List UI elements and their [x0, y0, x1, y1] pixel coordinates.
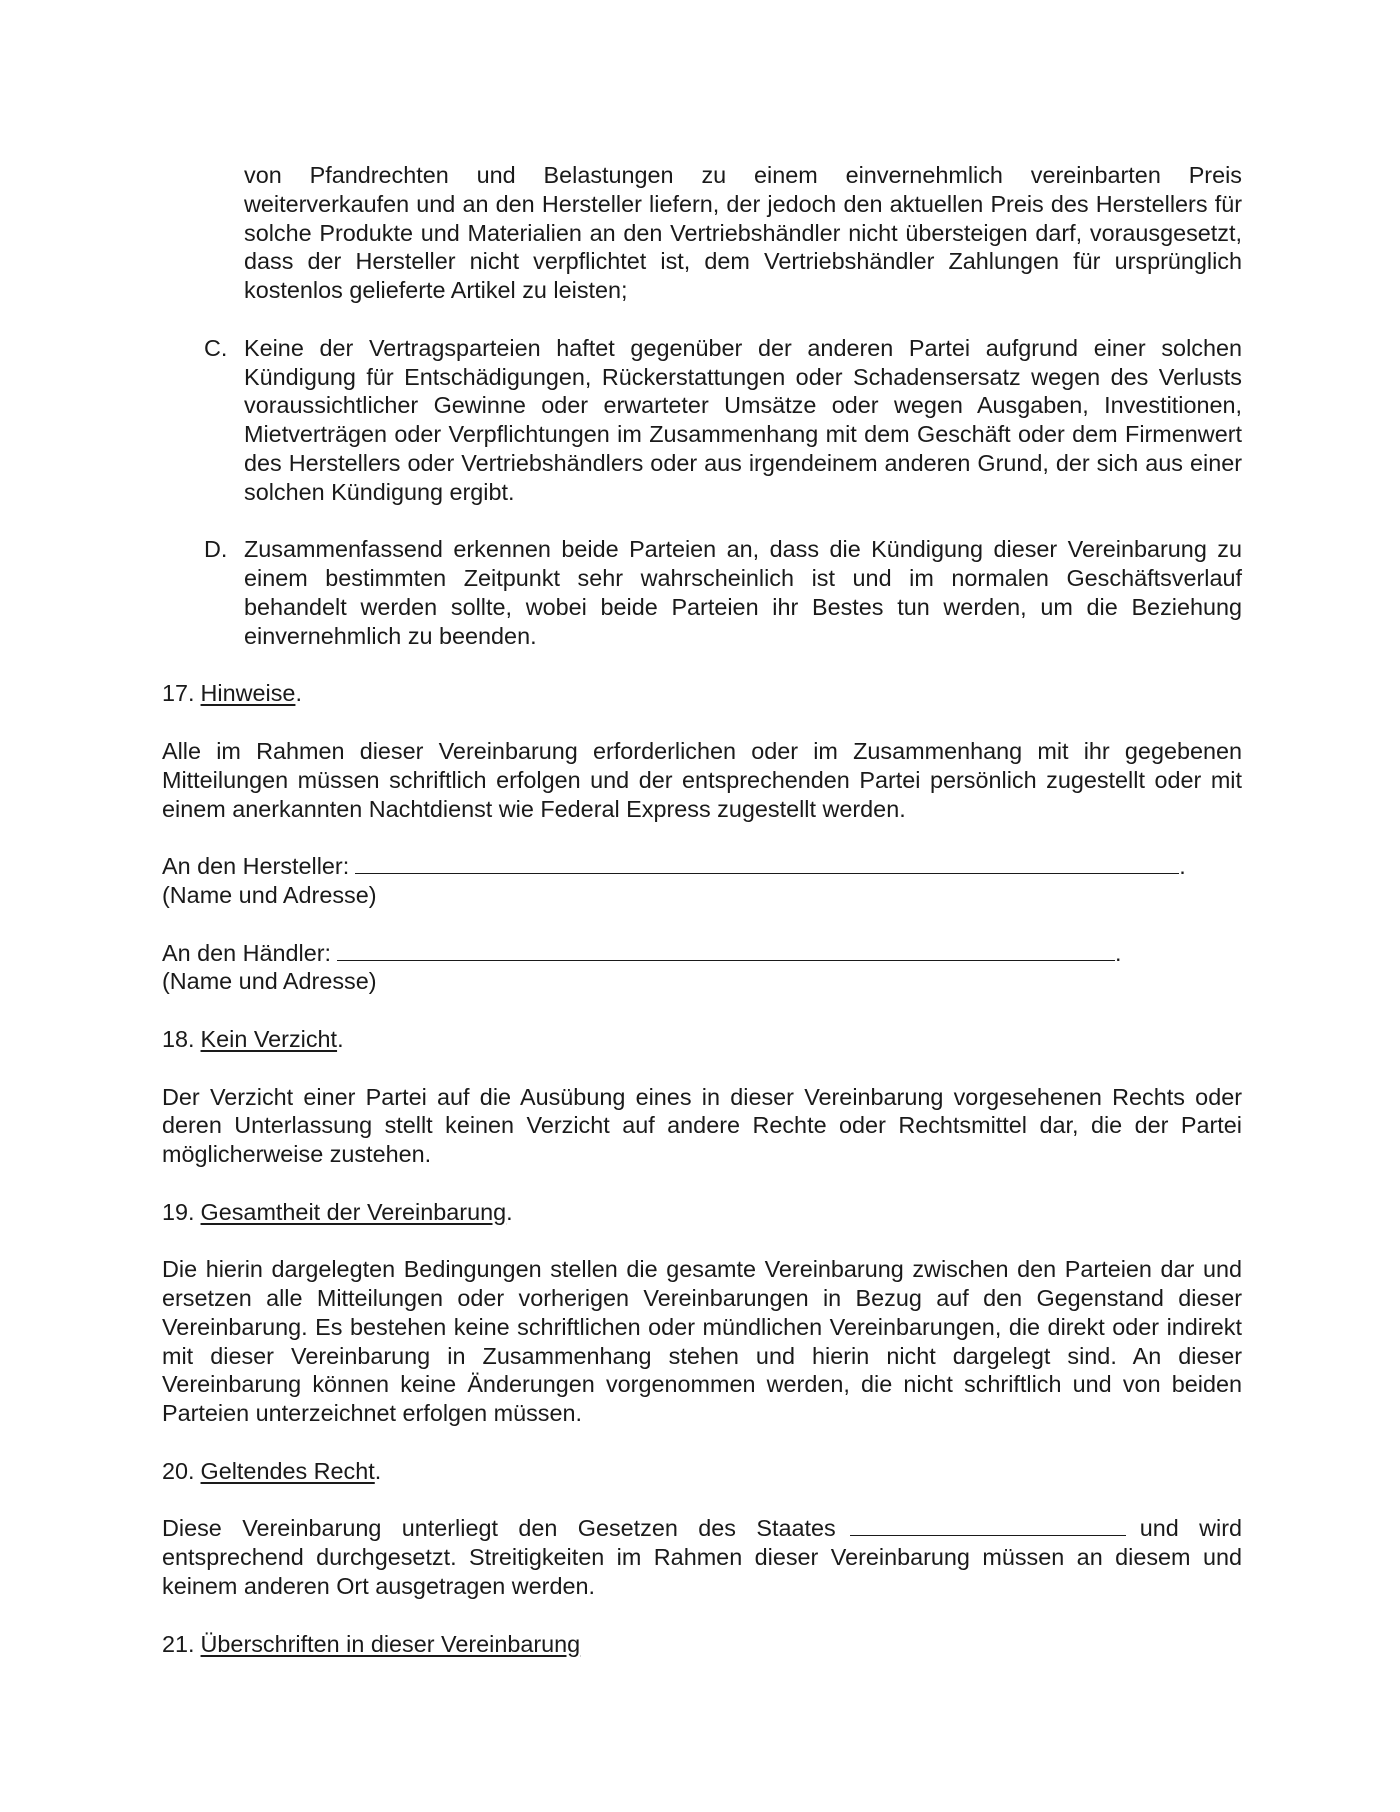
list-item-c: [204, 334, 1242, 507]
manufacturer-address-field[interactable]: [355, 853, 1179, 874]
list-item-text: Zusammenfassend erkennen beide Parteien an, dass die Kündigung dieser Vereinbarung zu einem bestimmten Zeitpunkt sehr wahrscheinlich ist und im normalen Geschäftsverlauf behandelt werden sollte, wobei beide Parteien ihr Bestes tun werden, um die Beziehung einvernehmlich zu beenden.: [244, 536, 1242, 649]
section-number: 21.: [162, 1630, 195, 1657]
section-19-body: Die hierin dargelegten Bedingungen stellen die gesamte Vereinbarung zwischen den Parteien dar und ersetzen alle Mitteilungen oder vorherigen Vereinbarungen in Bezug auf den Gegenstand dieser Vereinbarung. Es bestehen keine schriftlichen oder mündlichen Vereinbarungen, die direkt oder indirekt mit dieser Vereinbarung in Zusammenhang stehen und hierin nicht dargelegt sind. An dieser Vereinbarung können keine Änderungen vorgenommen werden, die nicht schriftlich und von beiden Parteien unterzeichnet erfolgen müssen.: [162, 1256, 1242, 1427]
section-title: Überschriften in dieser Vereinbarung: [200, 1630, 581, 1657]
list-item-text: Keine der Vertragsparteien haftet gegenüber der anderen Partei aufgrund einer solchen Kündigung für Entschädigungen, Rückerstattungen oder Schadensersatz wegen des Verlusts voraussichtlicher Gewinne oder erwarteter Umsätze oder wegen Ausgaben, Investitionen, Mietverträgen oder Verpflichtungen im Zusammenhang mit dem Geschäft oder dem Firmenwert des Herstellers oder Vertriebshändlers oder aus irgendeinem anderen Grund, der sich aus einer solchen Kündigung ergibt.: [244, 334, 1242, 505]
section-19-heading: [162, 1198, 1242, 1227]
section-title: Hinweise: [200, 680, 296, 707]
governing-law-text-after: und wird entsprechend durchgesetzt. Streitigkeiten im Rahmen dieser Vereinbarung müssen an diesem und keinem anderen Ort ausgetragen werden.: [162, 1515, 1242, 1600]
section-title: Geltendes Recht: [200, 1457, 375, 1484]
field-period: .: [1115, 939, 1122, 966]
section-title: Gesamtheit der Vereinbarung: [200, 1198, 507, 1225]
dealer-label: An den Händler:: [162, 939, 332, 966]
field-period: .: [1179, 853, 1186, 880]
section-20-heading: [162, 1457, 1242, 1486]
section-17-body: Alle im Rahmen dieser Vereinbarung erforderlichen oder im Zusammenhang mit ihr gegebenen Mitteilungen müssen schriftlich erfolgen und der entsprechenden Partei persönlich zugestellt oder mit einem anerkannten Nachtdienst wie Federal Express zugestellt werden.: [162, 737, 1242, 822]
manufacturer-label: An den Hersteller:: [162, 853, 350, 880]
section-18-body: Der Verzicht einer Partei auf die Ausübung eines in dieser Vereinbarung vorgesehenen Rechts oder deren Unterlassung stellt keinen Verzicht auf andere Rechte oder Rechtsmittel dar, die der Partei möglicherweise zustehen.: [162, 1083, 1242, 1168]
section-18-heading: [162, 1025, 1242, 1054]
list-item-letter: C.: [204, 334, 228, 361]
intro-continuation: von Pfandrechten und Belastungen zu einem einvernehmlich vereinbarten Preis weiterverkaufen und an den Hersteller liefern, der jedoch den aktuellen Preis des Herstellers für solche Produkte und Materialien an den Vertriebshändler nicht übersteigen darf, vorausgesetzt, dass der Hersteller nicht verpflichtet ist, dem Vertriebshändler Zahlungen für ursprünglich kostenlos gelieferte Artikel zu leisten;: [244, 162, 1242, 304]
section-number: 18.: [162, 1025, 195, 1052]
state-field[interactable]: [850, 1515, 1126, 1536]
section-17-heading: [162, 679, 1242, 708]
dealer-hint: (Name und Adresse): [162, 968, 377, 995]
dealer-address-field[interactable]: [337, 940, 1115, 961]
manufacturer-address-block: [162, 852, 1242, 910]
manufacturer-hint: (Name und Adresse): [162, 881, 377, 908]
section-20-body: [162, 1514, 1242, 1600]
heading-period: .: [337, 1025, 344, 1052]
heading-period: .: [506, 1198, 513, 1225]
section-title: Kein Verzicht: [200, 1025, 338, 1052]
heading-period: .: [295, 680, 302, 707]
document-page: [162, 161, 1242, 1658]
list-item-d: [204, 535, 1242, 650]
section-21-heading: [162, 1630, 1242, 1659]
section-number: 20.: [162, 1457, 195, 1484]
dealer-address-block: [162, 939, 1242, 997]
governing-law-text-before: Diese Vereinbarung unterliegt den Gesetzen des Staates: [162, 1515, 836, 1542]
list-item-letter: D.: [204, 536, 228, 563]
section-number: 19.: [162, 1198, 195, 1225]
section-number: 17.: [162, 680, 195, 707]
heading-period: .: [374, 1457, 382, 1484]
